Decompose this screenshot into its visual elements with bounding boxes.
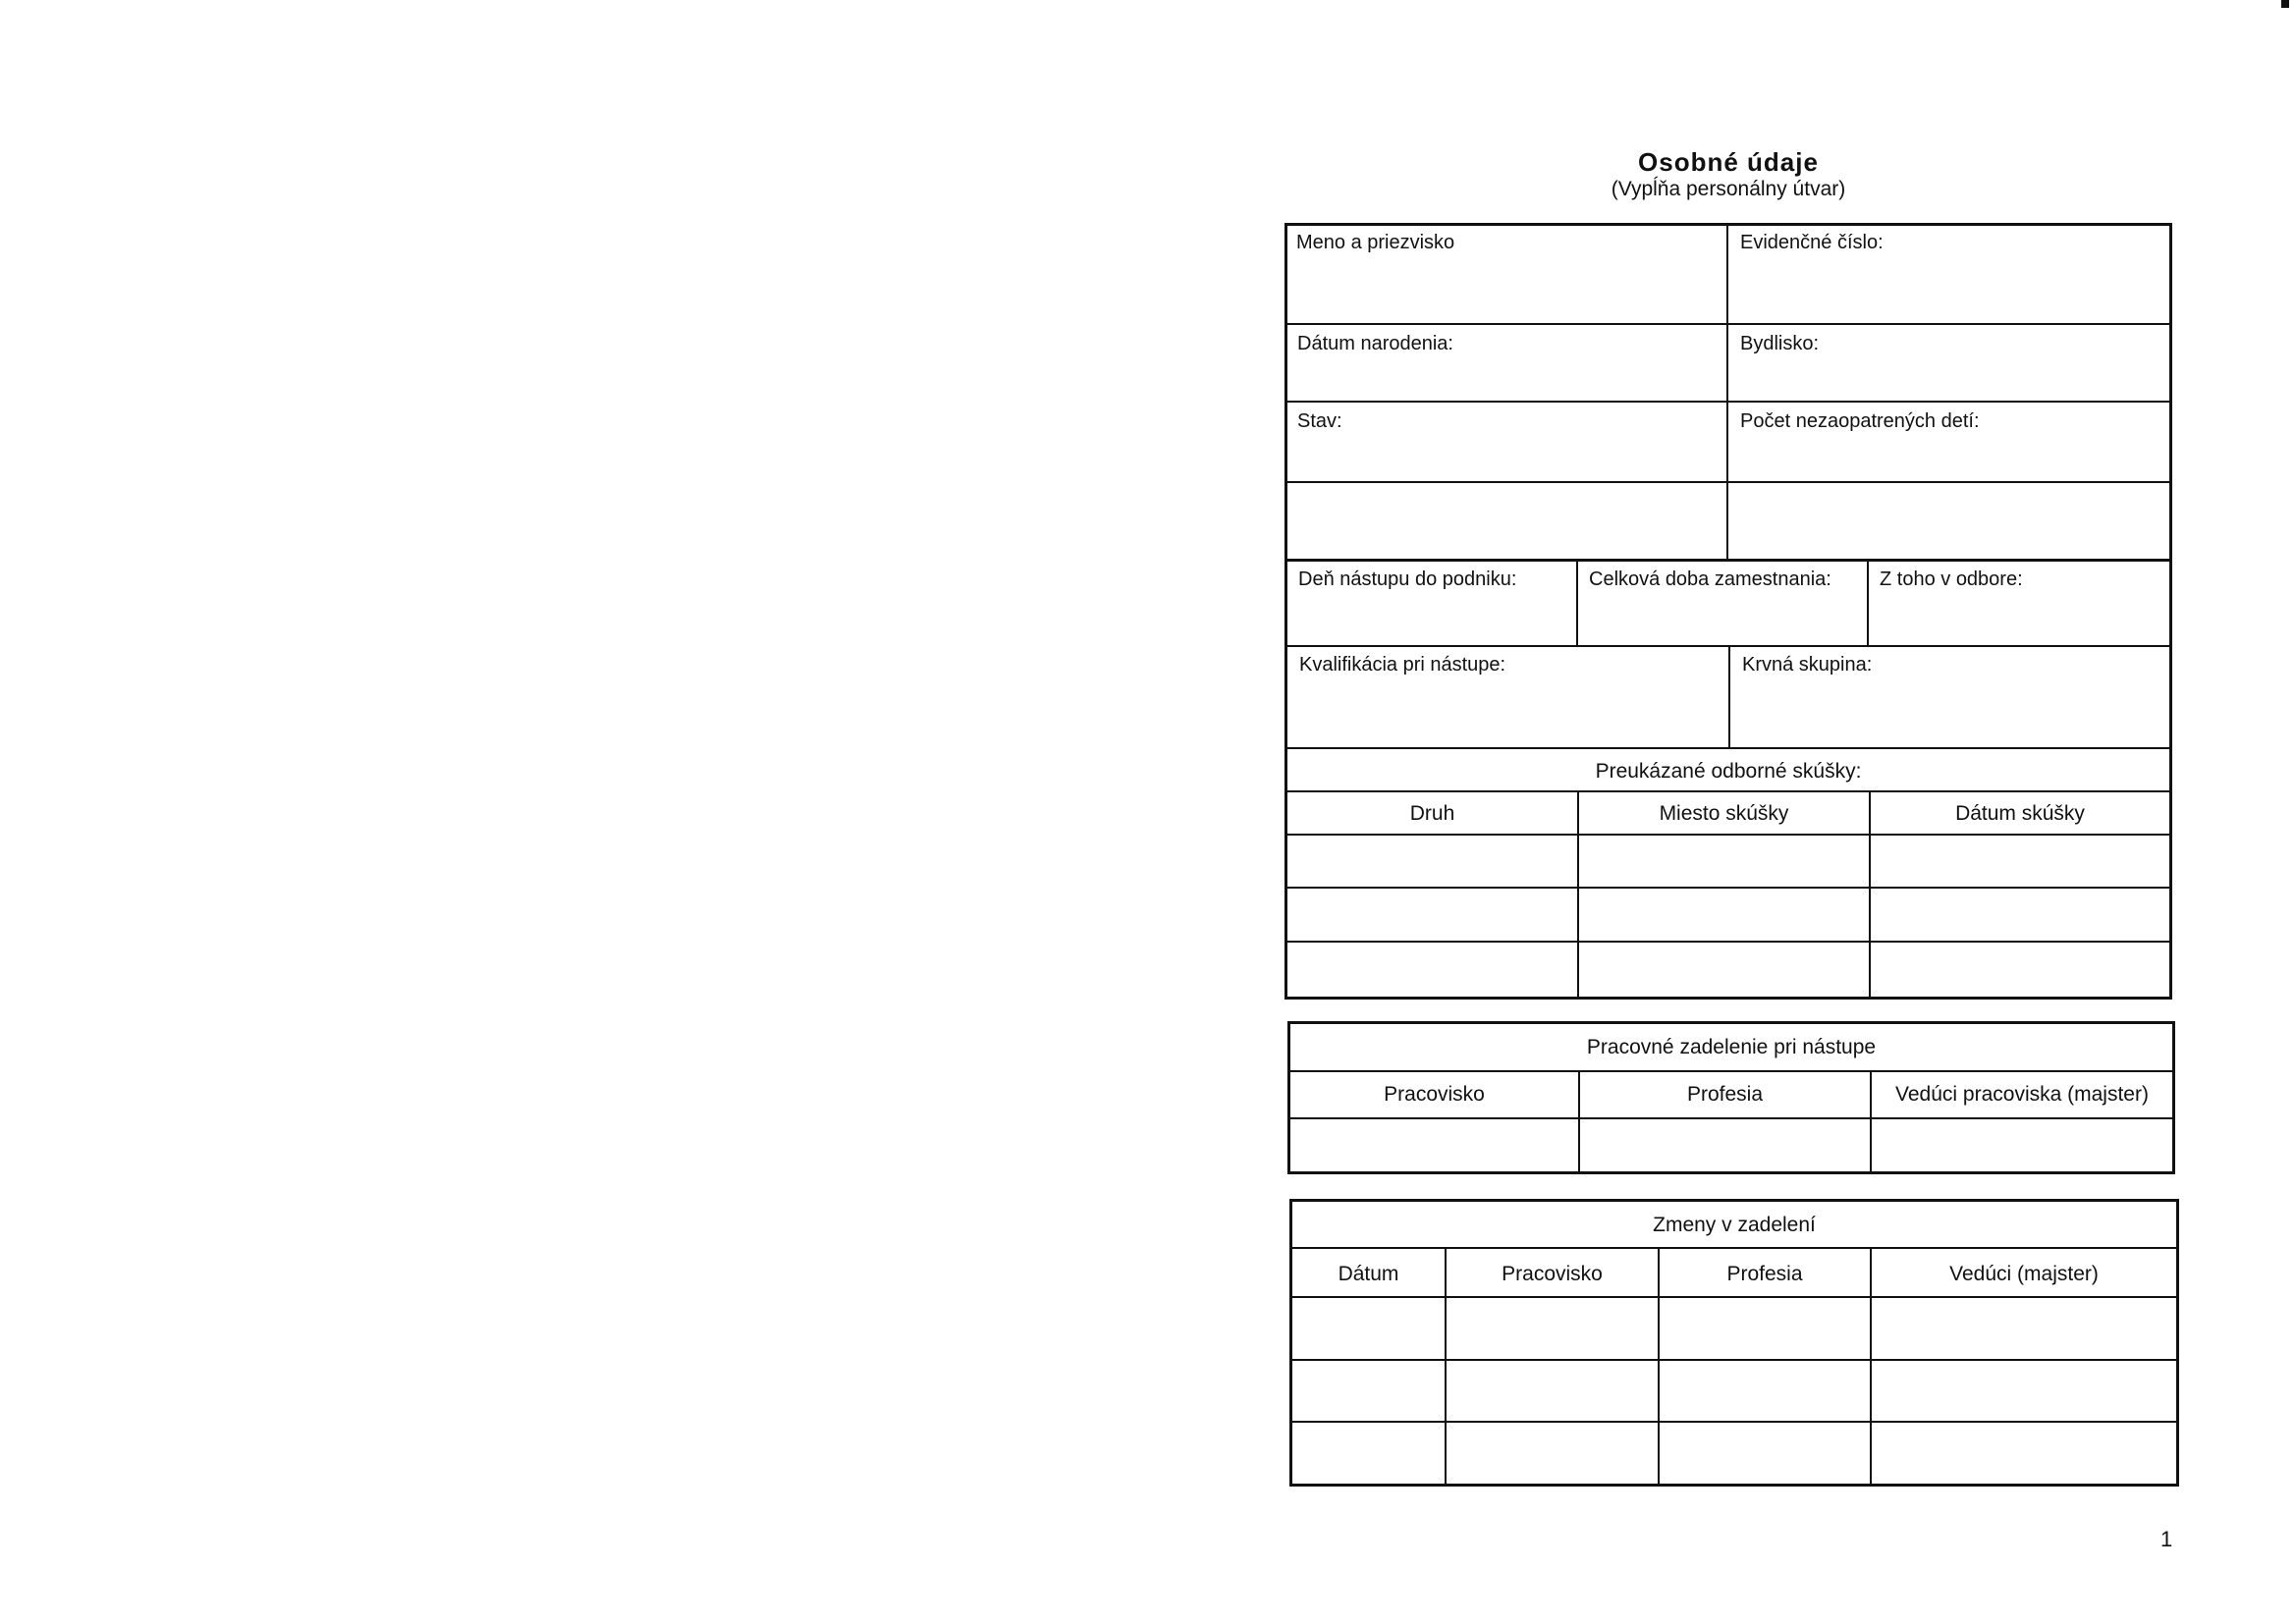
total-employment-field[interactable]	[1579, 563, 1866, 644]
dependent-children-field[interactable]	[1729, 404, 2169, 480]
blood-type-field[interactable]	[1731, 648, 2169, 746]
qualification-field[interactable]	[1287, 648, 1727, 746]
column-divider	[1726, 223, 1728, 561]
page-title: Osobné údaje	[1638, 147, 1819, 177]
exams-title: Preukázané odborné skúšky:	[1595, 760, 1862, 783]
row-divider	[1284, 887, 2172, 889]
changes-row-3[interactable]	[1292, 1424, 2176, 1484]
exams-col-type: Druh	[1409, 802, 1455, 825]
evidence-number-label: Evidenčné číslo:	[1740, 232, 1884, 253]
blood-type-label: Krvná skupina:	[1742, 654, 1873, 676]
exams-col-place: Miesto skúšky	[1659, 802, 1789, 825]
exam-row-1[interactable]	[1287, 837, 2169, 886]
changes-col-profession: Profesia	[1726, 1263, 1803, 1285]
assignment-col-profession: Profesia	[1686, 1083, 1764, 1106]
row-divider	[1284, 481, 2172, 483]
row-divider	[1284, 941, 2172, 943]
exam-row-3[interactable]	[1287, 944, 2169, 997]
changes-col-date: Dátum	[1338, 1263, 1399, 1285]
marital-status-field[interactable]	[1287, 404, 1725, 480]
marital-status-label: Stav:	[1297, 410, 1342, 432]
name-field[interactable]	[1287, 226, 1725, 322]
column-divider	[1576, 560, 1578, 646]
page-number: 1	[2160, 1527, 2173, 1551]
row-divider	[1284, 323, 2172, 325]
row-divider	[1289, 1296, 2179, 1298]
start-date-label: Deň nástupu do podniku:	[1298, 568, 1517, 590]
changes-row-1[interactable]	[1292, 1299, 2176, 1358]
changes-row-2[interactable]	[1292, 1362, 2176, 1420]
start-date-field[interactable]	[1287, 563, 1575, 644]
in-field-field[interactable]	[1870, 563, 2169, 644]
assignment-col-supervisor: Vedúci pracoviska (majster)	[1895, 1083, 2149, 1106]
row-divider	[1287, 1070, 2175, 1072]
birth-date-field[interactable]	[1287, 326, 1725, 400]
row-divider	[1284, 790, 2172, 792]
row-divider	[1289, 1421, 2179, 1423]
row-divider	[1289, 1247, 2179, 1249]
blank-field-left[interactable]	[1287, 484, 1725, 558]
birth-date-label: Dátum narodenia:	[1297, 333, 1453, 354]
exam-row-2[interactable]	[1287, 890, 2169, 940]
changes-col-workplace: Pracovisko	[1502, 1263, 1603, 1285]
scan-corner-mark	[2281, 0, 2289, 8]
page-subtitle: (Vypĺňa personálny útvar)	[1611, 178, 1846, 200]
blank-field-right[interactable]	[1729, 484, 2169, 558]
assignment-supervisor-field[interactable]	[1873, 1120, 2172, 1171]
evidence-number-field[interactable]	[1729, 226, 2169, 322]
name-label: Meno a priezvisko	[1296, 232, 1455, 253]
row-divider	[1284, 834, 2172, 836]
total-employment-label: Celková doba zamestnania:	[1589, 568, 1831, 590]
dependent-children-label: Počet nezaopatrených detí:	[1740, 410, 1980, 432]
residence-label: Bydlisko:	[1740, 333, 1820, 354]
exams-col-date: Dátum skúšky	[1955, 802, 2085, 825]
row-divider	[1289, 1359, 2179, 1361]
assignment-workplace-field[interactable]	[1290, 1120, 1577, 1171]
changes-title: Zmeny v zadelení	[1653, 1214, 1816, 1236]
assignment-title: Pracovné zadelenie pri nástupe	[1586, 1036, 1877, 1058]
row-divider	[1284, 401, 2172, 403]
changes-col-supervisor: Vedúci (majster)	[1949, 1263, 2099, 1285]
residence-field[interactable]	[1729, 326, 2169, 400]
assignment-col-workplace: Pracovisko	[1384, 1083, 1485, 1106]
in-field-label: Z toho v odbore:	[1880, 568, 2023, 590]
qualification-label: Kvalifikácia pri nástupe:	[1299, 654, 1506, 676]
column-divider	[1867, 560, 1869, 646]
assignment-profession-field[interactable]	[1581, 1120, 1869, 1171]
row-divider	[1284, 559, 2172, 562]
column-divider	[1728, 645, 1730, 748]
row-divider	[1287, 1117, 2175, 1119]
